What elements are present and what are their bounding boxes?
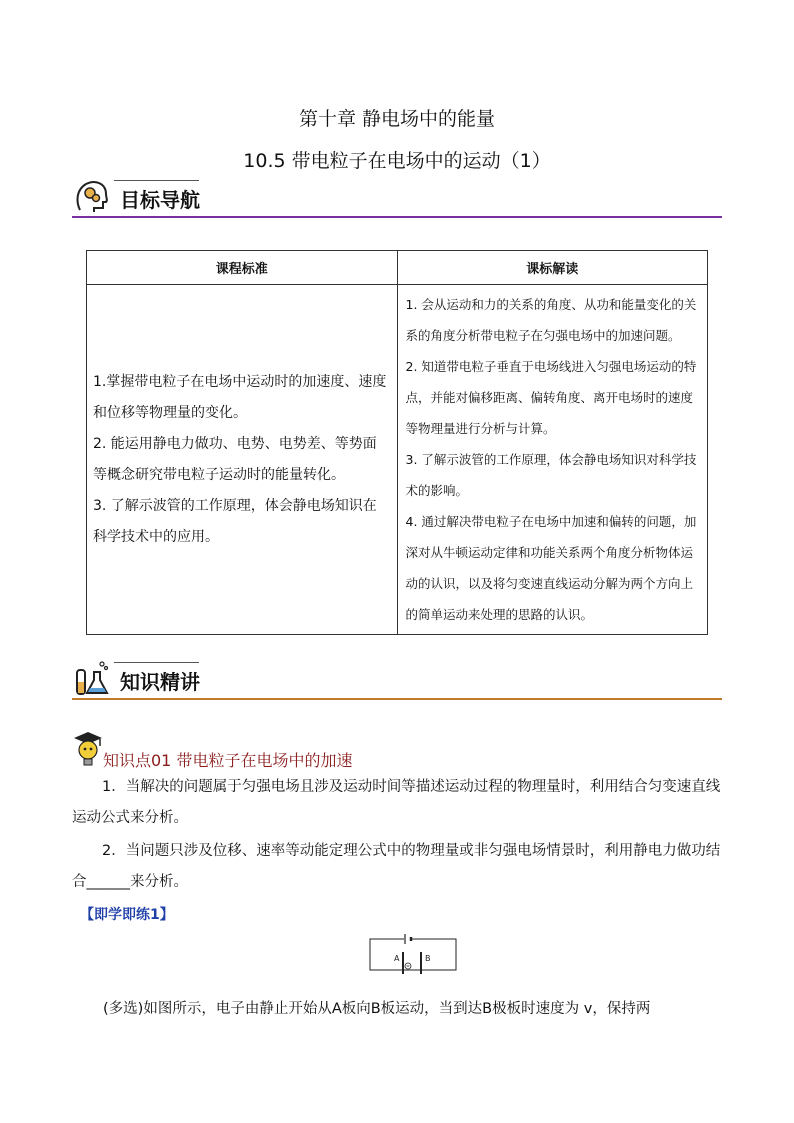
curriculum-table — [86, 250, 708, 635]
interpretation-item: 3. 了解示波管的工作原理，体会静电场知识对科学技术的影响。 — [405, 452, 697, 498]
chapter-title: 第十章 静电场中的能量 — [298, 108, 496, 130]
section-knowledge-header — [72, 660, 722, 700]
standard-cell — [87, 285, 398, 635]
interpretation-item: 1. 会从运动和力的关系的角度、从功和能量变化的关系的角度分析带电粒子在匀强电场中的加速问题。 — [405, 297, 697, 343]
lesson-title: 10.5 带电粒子在电场中的运动（1） — [243, 150, 551, 172]
lightbulb-graduate-icon — [72, 730, 104, 768]
interpretation-item: 2. 知道带电粒子垂直于电场线进入匀强电场运动的特点，并能对偏移距离、偏转角度、离开电场时的速度等物理量进行分析与计算。 — [405, 359, 697, 436]
standard-item: 2. 能运用静电力做功、电势、电势差、等势面等概念研究带电粒子运动时的能量转化。 — [93, 435, 377, 483]
lab-flask-icon — [72, 658, 112, 698]
plate-a-label: A — [394, 954, 400, 963]
interpretation-cell — [397, 285, 708, 635]
interpretation-item: 4. 通过解决带电粒子在电场中加速和偏转的问题，加深对从牛顿运动定律和功能关系两个角度分析物体运动的认识，以及将匀变速直线运动分解为两个方向上的简单运动来处理的思路的认识。 — [405, 514, 697, 622]
standard-item: 3. 了解示波管的工作原理，体会静电场知识在科学技术中的应用。 — [93, 497, 377, 545]
knowledge-point-title: 知识点01 带电粒子在电场中的加速 — [103, 751, 353, 770]
table-header-interpretation: 课标解读 — [397, 251, 708, 285]
section-goals-header — [72, 178, 722, 218]
practice-label: 【即学即练1】 — [80, 907, 174, 923]
knowledge-paragraph-1: 1．当解决的问题属于匀强电场且涉及运动时间等描述运动过程的物理量时，利用结合匀变速直线运动公式来分析。 — [72, 779, 721, 826]
plate-b-label: B — [425, 954, 431, 963]
knowledge-paragraph-2: 2．当问题只涉及位移、速率等动能定理公式中的物理量或非匀强电场情景时，利用静电力做功结合______来分析。 — [72, 843, 721, 890]
section-goals-title: 目标导航 — [120, 188, 200, 212]
circuit-diagram — [366, 930, 460, 978]
head-gears-icon — [72, 176, 112, 216]
section-knowledge-title: 知识精讲 — [120, 670, 200, 694]
practice-question: (多选)如图所示，电子由静止开始从A板向B板运动，当到达B极板时速度为 v，保持两 — [103, 1001, 651, 1017]
table-header-standard: 课程标准 — [87, 251, 398, 285]
standard-item: 1.掌握带电粒子在电场中运动时的加速度、速度和位移等物理量的变化。 — [93, 373, 387, 421]
